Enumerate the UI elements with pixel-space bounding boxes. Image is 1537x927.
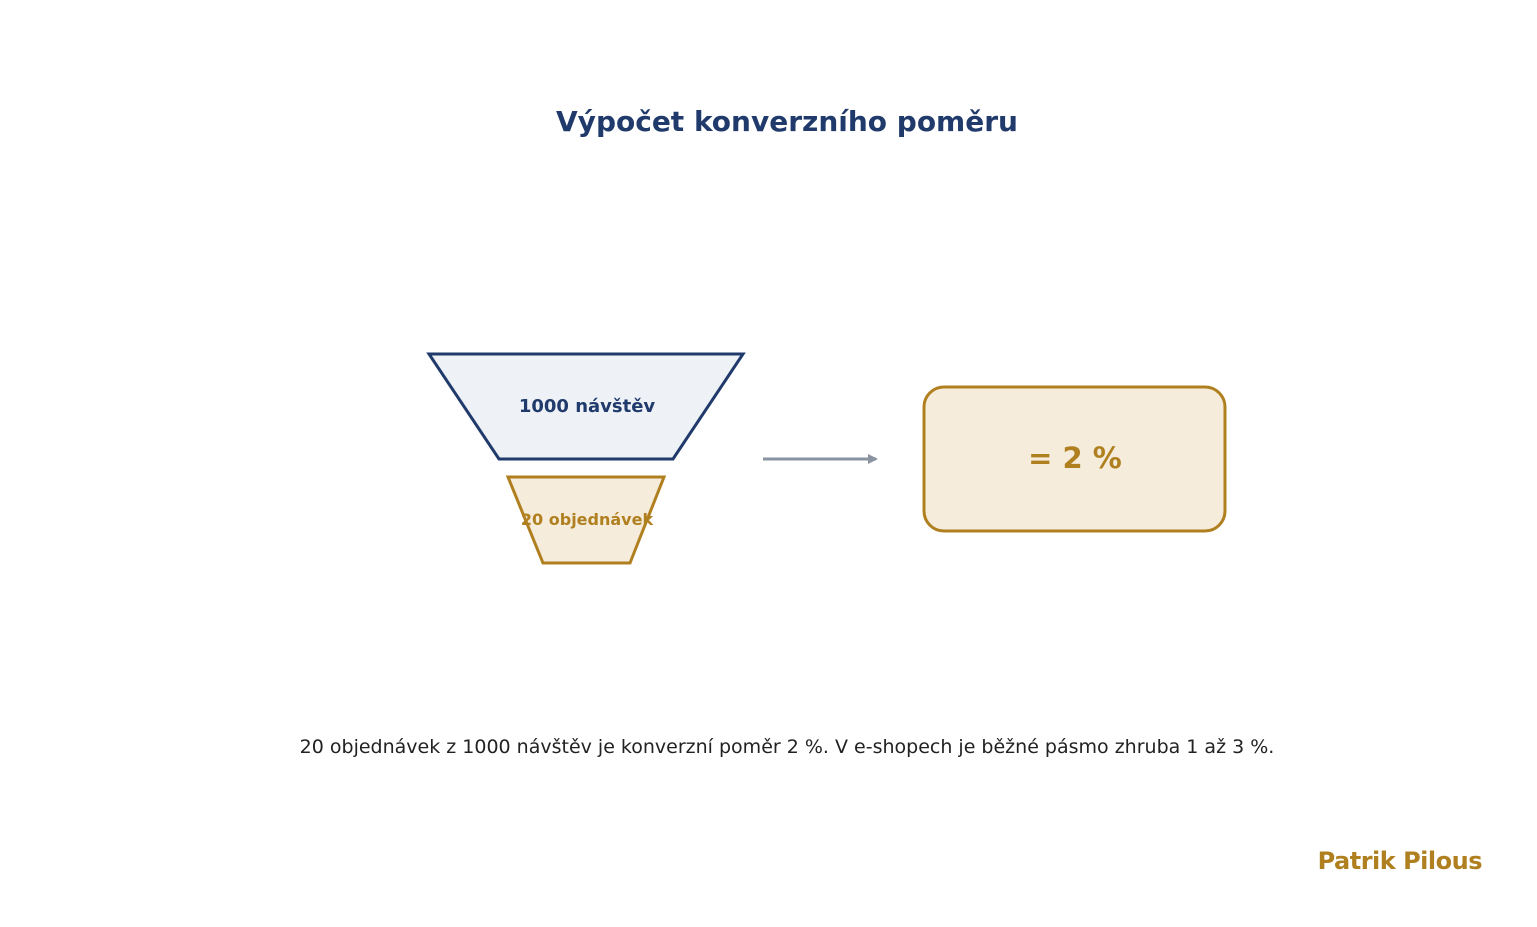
caption-text: 20 objednávek z 1000 návštěv je konverzní poměr 2 %. V e-shopech je běžné pásmo zhruba 1 až 3 %. xyxy=(299,736,1275,758)
funnel-top-label: 1000 návštěv xyxy=(518,396,656,417)
funnel-bottom-label: 20 objednávek xyxy=(520,510,654,529)
result-label: = 2 % xyxy=(1028,441,1122,475)
brand-logo: Patrik Pilous xyxy=(1317,847,1482,875)
diagram-title: Výpočet konverzního poměru xyxy=(556,105,1018,138)
